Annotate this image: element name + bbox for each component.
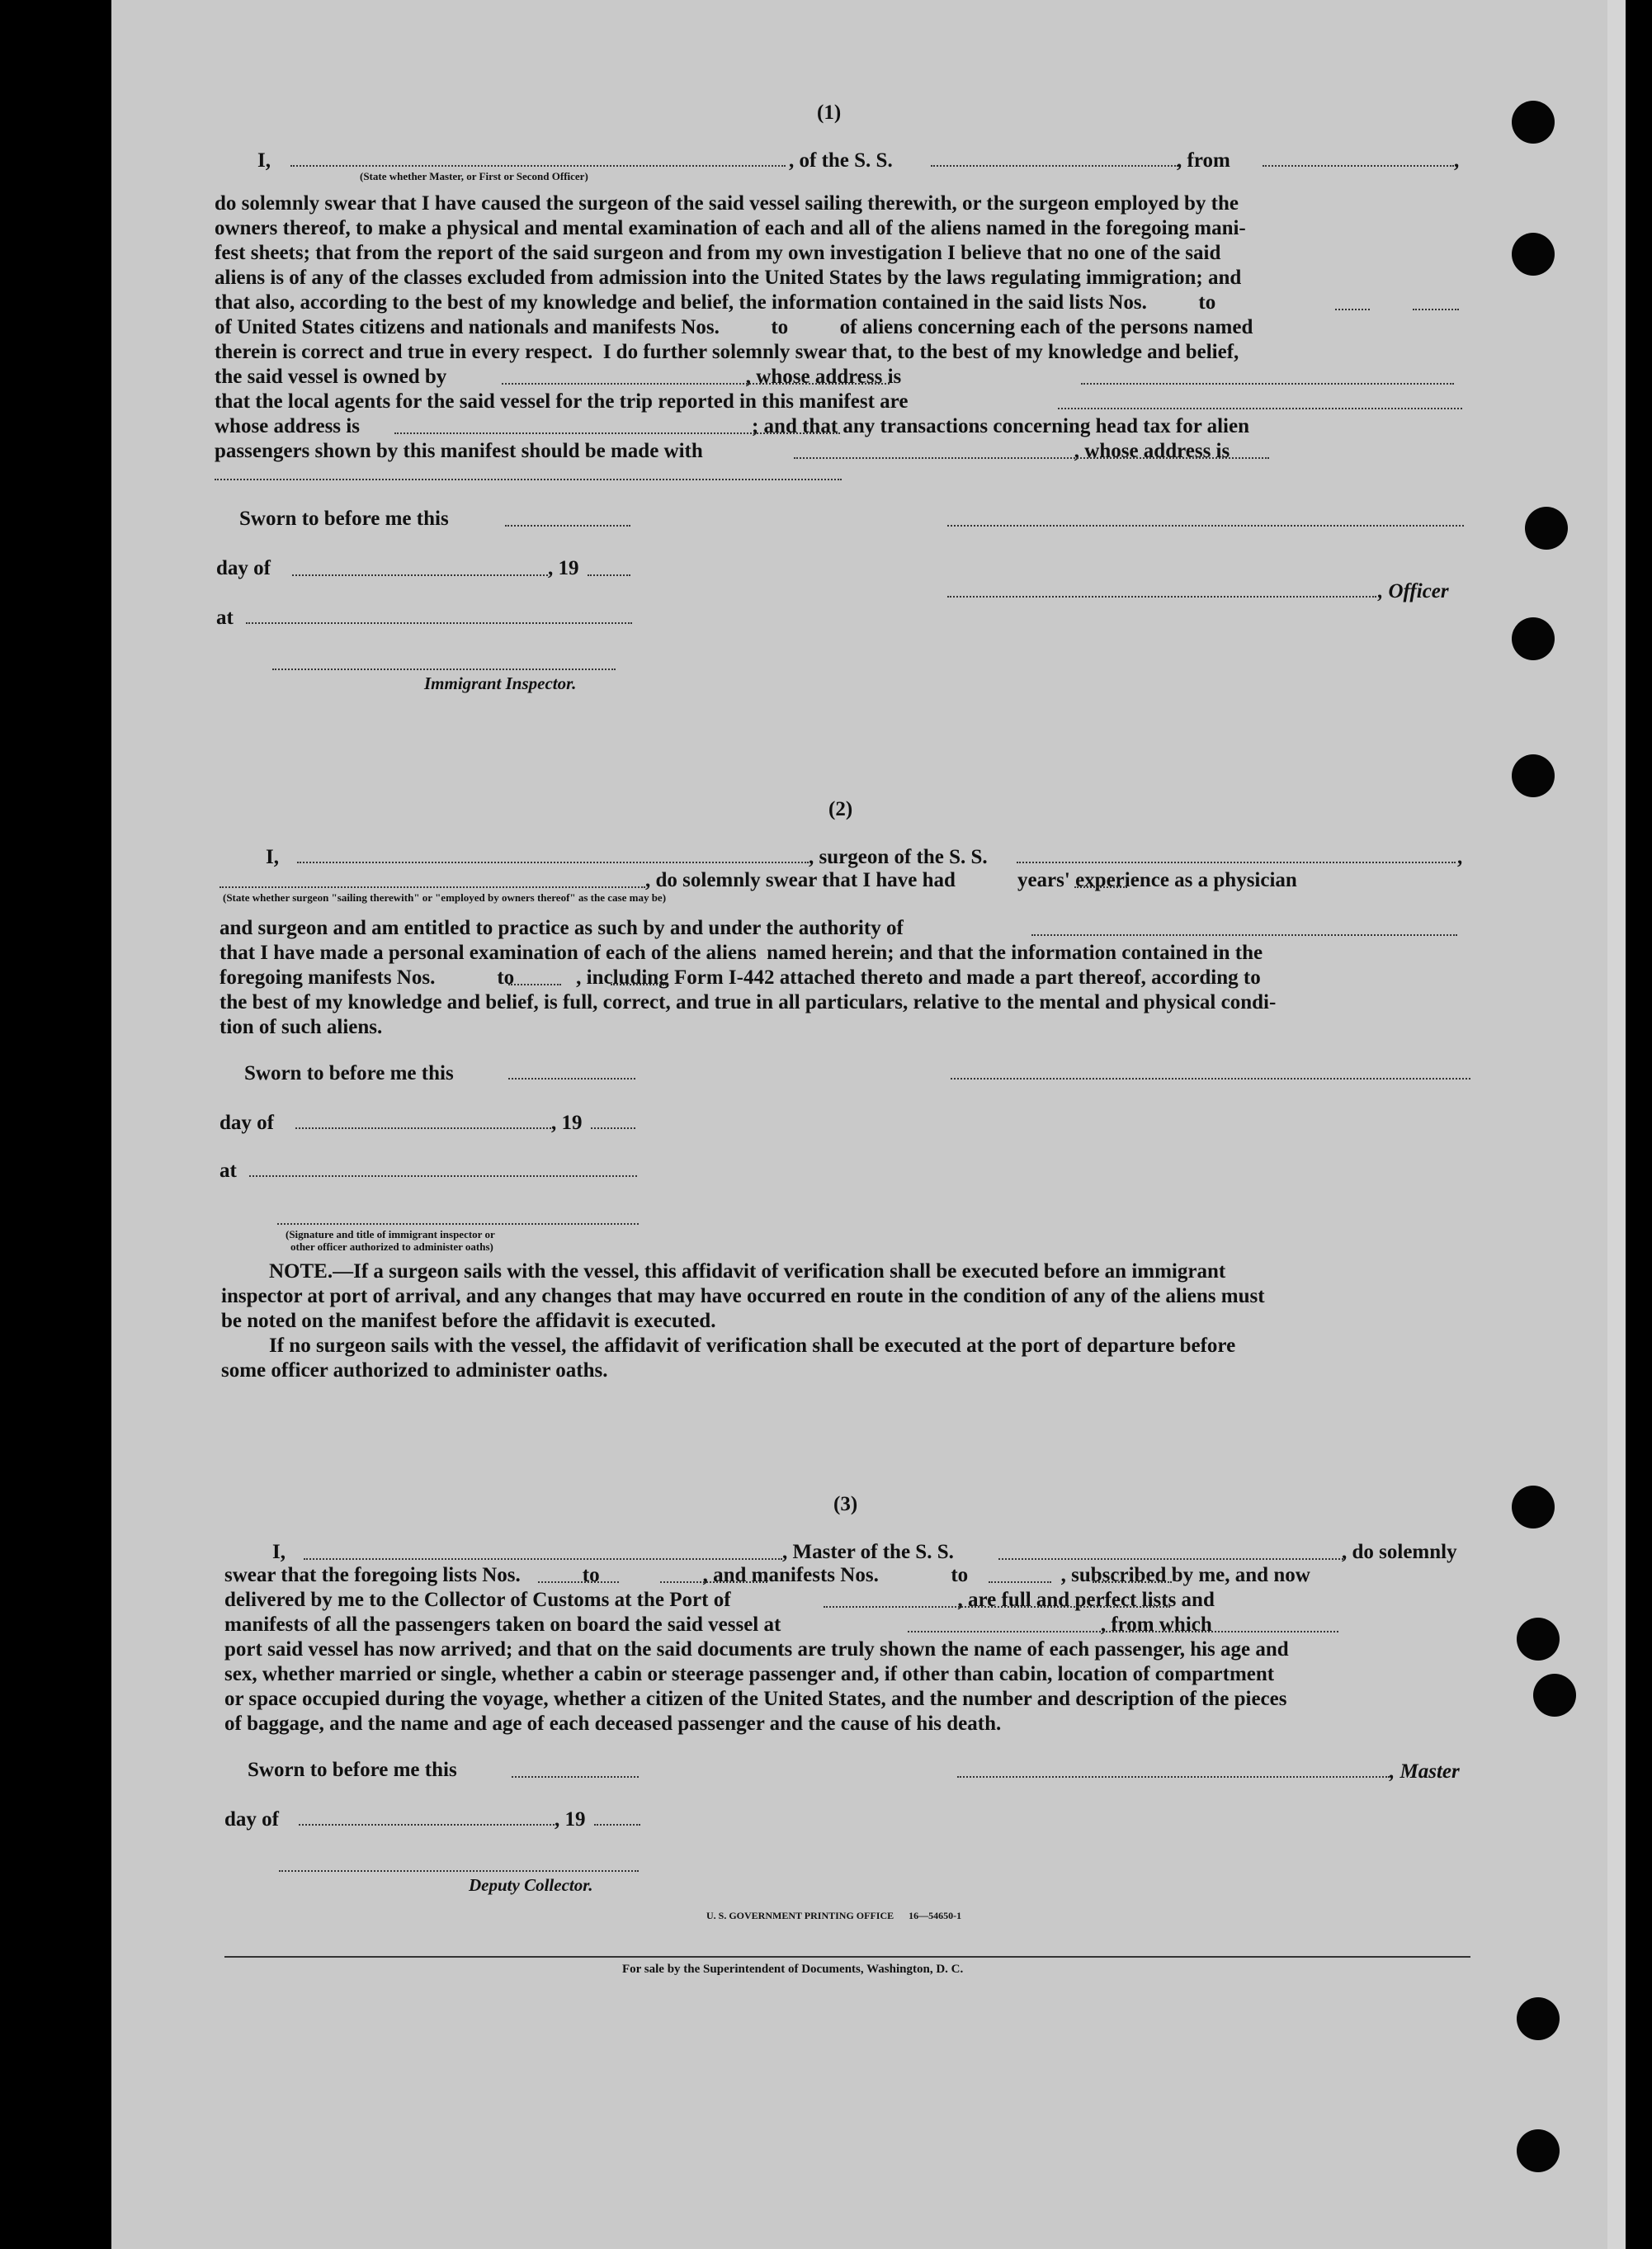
day-month-field[interactable] [299, 1824, 555, 1826]
day-month-field[interactable] [295, 1127, 551, 1129]
inspector-signature-line[interactable] [277, 1223, 639, 1225]
deputy-collector-label: Deputy Collector. [469, 1875, 593, 1895]
agents-field[interactable] [1058, 408, 1462, 409]
section-1-of-ss: , of the S. S. [789, 149, 893, 172]
section-2-I: I, [266, 846, 279, 868]
section-3-line: sex, whether married or single, whether a cabin or steerage passenger and, if other than cabin, location of compartment [224, 1663, 1275, 1685]
punch-hole [1512, 754, 1555, 797]
section-3-line: manifests of all the passengers taken on board the said vessel at , from which [224, 1614, 1212, 1636]
from-port-field[interactable] [1263, 165, 1454, 167]
note-line: NOTE.—If a surgeon sails with the vessel, this affidavit of verification shall be executed before an immigrant [269, 1260, 1226, 1283]
section-3-line: swear that the foregoing lists Nos. to , and manifests Nos. to , subscribed by me, and now [224, 1564, 1310, 1586]
year-field[interactable] [591, 1127, 635, 1129]
section-1-officer-note: (State whether Master, or First or Second Officer) [360, 170, 588, 182]
sworn-date-field[interactable] [512, 1776, 639, 1778]
section-1-year: , 19 [548, 557, 579, 579]
day-month-field[interactable] [292, 574, 548, 576]
punch-hole [1533, 1674, 1576, 1717]
section-1-from: , from [1177, 149, 1230, 172]
inspector-signature-line[interactable] [272, 669, 616, 670]
surgeon-name-field[interactable] [297, 862, 809, 863]
section-2-at: at [219, 1160, 237, 1182]
manifests-from-field[interactable] [989, 1581, 1051, 1583]
vessel-name-field[interactable] [931, 165, 1178, 167]
section-1-number: (1) [817, 102, 842, 124]
section-2-day-of: day of [219, 1112, 274, 1134]
authority-field[interactable] [1031, 934, 1457, 936]
master-name-field[interactable] [304, 1558, 782, 1560]
section-1-line: that also, according to the best of my knowledge and belief, the information contained in the said lists Nos. to [215, 291, 1216, 314]
printing-office-imprint: U. S. GOVERNMENT PRINTING OFFICE 16—54650-1 [706, 1910, 962, 1921]
section-2-surgeon-note: (State whether surgeon "sailing therewith" or "employed by owners thereof" as the case may be) [223, 891, 667, 904]
punch-hole [1525, 507, 1568, 550]
section-1-I: I, [257, 149, 271, 172]
list-no-from-field[interactable] [1335, 309, 1370, 310]
section-3-I: I, [272, 1541, 286, 1563]
page-edge [1607, 0, 1626, 2249]
lists-from-field[interactable] [538, 1581, 619, 1583]
officer-label: , Officer [1378, 580, 1449, 602]
note-line: inspector at port of arrival, and any changes that may have occurred en route in the condition of any of the aliens must [221, 1285, 1265, 1307]
place-field[interactable] [246, 622, 632, 624]
section-2-line: that I have made a personal examination of each of the aliens named herein; and that the information contained in the [219, 942, 1263, 964]
section-1-comma: , [1454, 149, 1460, 172]
section-2-line: the best of my knowledge and belief, is full, correct, and true in all particulars, relative to the mental and physical condi- [219, 991, 1277, 1013]
lists-to-field[interactable] [660, 1581, 767, 1583]
section-1-line: fest sheets; that from the report of the said surgeon and from my own investigation I believe that no one of the said [215, 242, 1221, 264]
section-1-line: the said vessel is owned by , whose address is [215, 366, 902, 388]
master-label: , Master [1390, 1760, 1460, 1783]
punch-hole [1517, 1618, 1560, 1661]
section-1-line: that the local agents for the said vessel for the trip reported in this manifest are [215, 390, 909, 413]
agents-address-field[interactable] [394, 432, 840, 434]
master-signature-line[interactable] [957, 1776, 1390, 1778]
section-3-line: port said vessel has now arrived; and that on the said documents are truly shown the name of each passenger, his age and [224, 1638, 1289, 1661]
punch-hole [1517, 2129, 1560, 2172]
owner-field[interactable] [502, 383, 890, 385]
section-1-line: aliens is of any of the classes excluded from admission into the United States by the laws regulating immigration; and [215, 267, 1242, 289]
surgeon-status-field[interactable] [219, 886, 645, 888]
officer-signature-line[interactable] [947, 596, 1376, 598]
section-1-line: whose address is ; and that any transactions concerning head tax for alien [215, 415, 1249, 437]
section-2-note [221, 1259, 1470, 1383]
head-tax-continued-field[interactable] [215, 479, 842, 480]
section-3-number: (3) [833, 1493, 858, 1515]
year-field[interactable] [594, 1824, 640, 1826]
note-line: some officer authorized to administer oaths. [221, 1359, 608, 1382]
section-2-year: , 19 [551, 1112, 583, 1134]
section-1-body [215, 191, 1464, 464]
owner-address-field[interactable] [1081, 383, 1454, 385]
master-vessel-field[interactable] [998, 1558, 1343, 1560]
immigrant-inspector-label: Immigrant Inspector. [424, 673, 577, 693]
punch-hole [1512, 617, 1555, 660]
section-3-body [224, 1563, 1474, 1736]
section-2-number: (2) [828, 798, 853, 820]
section-2-comma: , [1457, 846, 1463, 868]
section-1-line: passengers shown by this manifest should be made with , whose address is [215, 440, 1230, 462]
section-2-line: tion of such aliens. [219, 1016, 383, 1038]
embarkation-port-field[interactable] [908, 1631, 1338, 1632]
sale-notice: For sale by the Superintendent of Documents, Washington, D. C. [622, 1963, 964, 1976]
punch-hole [1512, 101, 1555, 144]
year-field[interactable] [588, 574, 630, 576]
section-3-line: of baggage, and the name and age of each deceased passenger and the cause of his death. [224, 1713, 1002, 1735]
section-3-day-of: day of [224, 1808, 279, 1831]
signature-note: other officer authorized to administer oaths) [290, 1240, 493, 1253]
section-1-line: therein is correct and true in every respect. I do further solemnly swear that, to the best of my knowledge and belief, [215, 341, 1239, 363]
section-3-line: delivered by me to the Collector of Customs at the Port of , are full and perfect lists and [224, 1589, 1215, 1611]
sworn-date-field[interactable] [508, 1078, 635, 1080]
surgeon-vessel-field[interactable] [1017, 862, 1456, 863]
collector-signature-line[interactable] [279, 1870, 639, 1872]
port-field[interactable] [824, 1606, 1170, 1608]
punch-hole [1517, 1997, 1560, 2040]
place-field[interactable] [249, 1175, 637, 1177]
surgeon-signature-line[interactable] [951, 1078, 1470, 1080]
section-3-master-of: , Master of the S. S. [782, 1541, 954, 1563]
section-2-surgeon-of: , surgeon of the S. S. [809, 846, 988, 868]
manifests-to-field[interactable] [1093, 1581, 1172, 1583]
officer-title-field[interactable] [290, 165, 786, 167]
section-2-experience-line: , do solemnly swear that I have had years' experience as a physician [645, 869, 1297, 891]
note-line: If no surgeon sails with the vessel, the affidavit of verification shall be executed at the port of departure before [269, 1335, 1236, 1357]
sworn-date-field[interactable] [505, 525, 630, 527]
section-3-line: or space occupied during the voyage, whether a citizen of the United States, and the number and description of the pieces [224, 1688, 1287, 1710]
head-tax-field[interactable] [794, 457, 1269, 459]
section-2-line: foregoing manifests Nos. to , including Form I-442 attached thereto and made a part thereof, according to [219, 966, 1261, 989]
section-1-day-of: day of [216, 557, 271, 579]
section-1-sworn: Sworn to before me this [239, 508, 449, 530]
section-1-line: do solemnly swear that I have caused the surgeon of the said vessel sailing therewith, or the surgeon employed by the [215, 192, 1239, 215]
section-3-sworn: Sworn to before me this [248, 1759, 457, 1781]
section-1-at: at [216, 607, 234, 629]
note-line: be noted on the manifest before the affidavit is executed. [221, 1310, 716, 1332]
manifest-no-to-field[interactable] [611, 984, 667, 985]
section-3-year: , 19 [555, 1808, 586, 1831]
list-no-to-field[interactable] [1413, 309, 1459, 310]
signature-note: (Signature and title of immigrant inspector or [286, 1228, 495, 1240]
section-2-sworn: Sworn to before me this [244, 1062, 454, 1084]
signature-line[interactable] [947, 525, 1464, 527]
section-3-solemnly: , do solemnly [1342, 1541, 1457, 1563]
footer-rule [224, 1956, 1470, 1958]
punch-hole [1512, 1486, 1555, 1528]
punch-hole [1512, 233, 1555, 276]
manifest-no-from-field[interactable] [508, 984, 561, 985]
section-2-line: and surgeon and am entitled to practice as such by and under the authority of [219, 917, 904, 939]
section-1-line: owners thereof, to make a physical and mental examination of each and all of the aliens named in the foregoing mani- [215, 217, 1246, 239]
years-experience-field[interactable] [1074, 886, 1127, 888]
section-1-line: of United States citizens and nationals and manifests Nos. to of aliens concerning each of the persons named [215, 316, 1253, 338]
